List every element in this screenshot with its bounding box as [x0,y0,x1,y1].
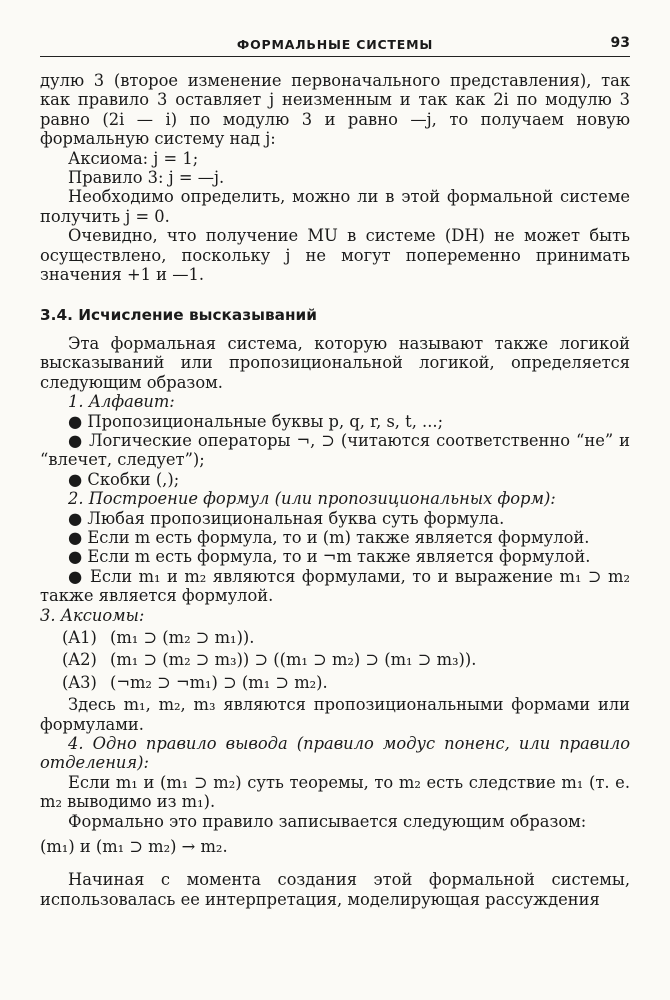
axiom-row [40,673,630,692]
rule-heading: 4. Одно правило вывода (правило модус поненс, или правило отделения): [40,734,630,773]
rule-line: Правило 3: j = —j. [68,168,225,188]
section-intro: Эта формальная система, которую называют также логикой высказываний или пропозициональной логикой, определяется следующим образом. [40,333,630,392]
page-number: 93 [610,35,630,51]
paragraph: дулю 3 (второе изменение первоначального представления), так как правило 3 оставляет j неизменным и так как 2i по модулю 3 равно (2i — i) по модулю 3 и равно —j, то получаем новую формальную систему над j: [40,71,630,149]
axiom-row [40,628,630,647]
axioms-heading: 3. Аксиомы: [40,605,145,625]
list-item: ● Логические операторы ¬, ⊃ (читаются соответственно “не” и “влечет, следует”); [40,430,630,470]
list-item: ● Если m есть формула, то и (m) также является формулой. [68,527,590,547]
paragraph: Необходимо определить, можно ли в этой формальной системе получить j = 0. [40,187,630,226]
axiom-formula: (m₁ ⊃ (m₂ ⊃ m₁)). [110,627,255,647]
page-body [40,71,630,909]
axiom-formula: (¬m₂ ⊃ ¬m₁) ⊃ (m₁ ⊃ m₂). [110,672,328,692]
axiom-formula: (m₁ ⊃ (m₂ ⊃ m₃)) ⊃ ((m₁ ⊃ m₂) ⊃ (m₁ ⊃ m₃)). [110,650,477,670]
axiom-label: (A1) [62,627,97,647]
inference-schema: (m₁) и (m₁ ⊃ m₂) → m₂. [40,837,228,857]
closing-paragraph: Начиная с момента создания этой формальной системы, использовалась ее интерпретация, моделирующая рассуждения [40,870,630,909]
axiom-line: Аксиома: j = 1; [68,148,199,168]
axiom-row [40,650,630,669]
section-heading: 3.4. Исчисление высказываний [40,306,317,325]
running-header [40,34,630,57]
rule-text: Если m₁ и (m₁ ⊃ m₂) суть теоремы, то m₂ есть следствие m₁ (т. е. m₂ выводимо из m₁). [40,772,630,812]
paragraph: Очевидно, что получение MU в системе (DH) не может быть осуществлено, поскольку j не могут попеременно принимать значения +1 и —1. [40,226,630,285]
axiom-label: (A2) [62,650,97,670]
book-page [40,34,630,909]
header-title: ФОРМАЛЬНЫЕ СИСТЕМЫ [236,37,434,52]
rule-formal: Формально это правило записывается следующим образом: [68,811,587,831]
list-item: ● Любая пропозициональная буква суть формула. [68,508,505,528]
alphabet-heading: 1. Алфавит: [68,392,175,412]
axiom-label: (A3) [62,672,97,692]
list-item: ● Скобки (,); [68,469,180,489]
list-item: ● Если m есть формула, то и ¬m также является формулой. [68,547,591,567]
list-item: ● Пропозициональные буквы p, q, r, s, t, ...; [68,411,444,431]
formulas-heading: 2. Построение формул (или пропозициональных форм): [68,489,556,509]
list-item: ● Если m₁ и m₂ являются формулами, то и выражение m₁ ⊃ m₂ также является формулой. [40,566,630,606]
axioms-note: Здесь m₁, m₂, m₃ являются пропозициональными формами или формулами. [40,695,630,734]
